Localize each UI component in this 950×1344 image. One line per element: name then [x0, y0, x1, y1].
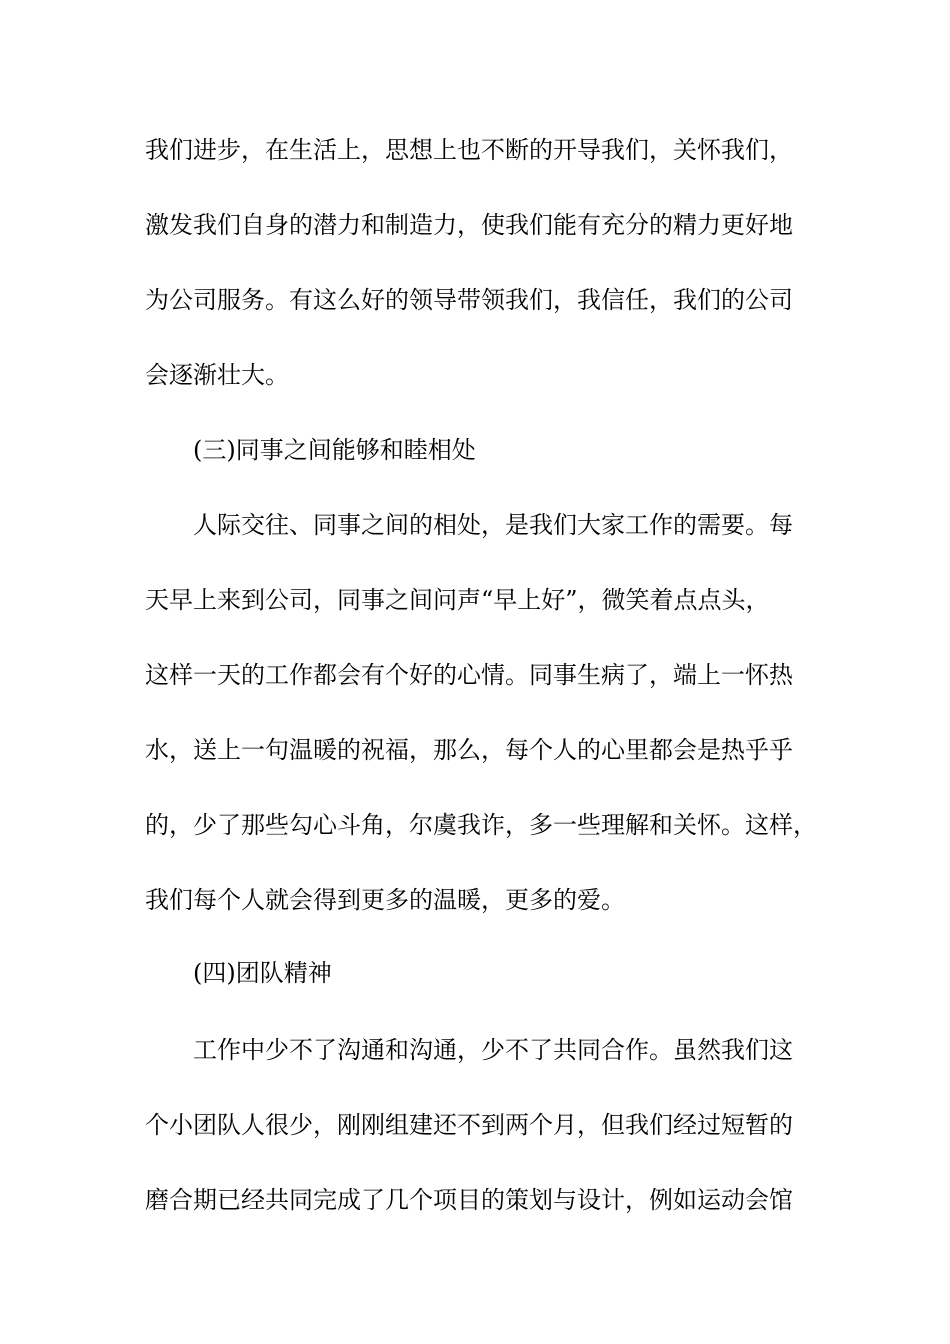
paragraph-line: 会逐渐壮大。 [145, 361, 289, 389]
paragraph-line: 激发我们自身的潜力和制造力，使我们能有充分的精力更好地 [145, 211, 793, 239]
section-heading: (四)团队精神 [193, 959, 332, 987]
paragraph-line: 工作中少不了沟通和沟通，少不了共同合作。虽然我们这 [193, 1036, 793, 1064]
paragraph-line: 这样一天的工作都会有个好的心情。同事生病了，端上一怀热 [145, 661, 793, 689]
paragraph-line: 我们每个人就会得到更多的温暖，更多的爱。 [145, 886, 625, 914]
paragraph-line: 天早上来到公司，同事之间问声“早上好”，微笑着点点头， [145, 586, 770, 614]
paragraph-line: 我们进步，在生活上，思想上也不断的开导我们，关怀我们， [145, 136, 793, 164]
paragraph-line: 水，送上一句温暖的祝福，那么，每个人的心里都会是热乎乎 [145, 736, 793, 764]
section-heading: (三)同事之间能够和睦相处 [193, 436, 476, 464]
paragraph-line: 的，少了那些勾心斗角，尔虞我诈，多一些理解和关怀。这样， [145, 811, 817, 839]
paragraph-line: 人际交往、同事之间的相处，是我们大家工作的需要。每 [193, 511, 793, 539]
paragraph-line: 磨合期已经共同完成了几个项目的策划与设计，例如运动会馆 [145, 1186, 793, 1214]
paragraph-line: 个小团队人很少，刚刚组建还不到两个月，但我们经过短暂的 [145, 1111, 793, 1139]
paragraph-line: 为公司服务。有这么好的领导带领我们，我信任，我们的公司 [145, 286, 793, 314]
